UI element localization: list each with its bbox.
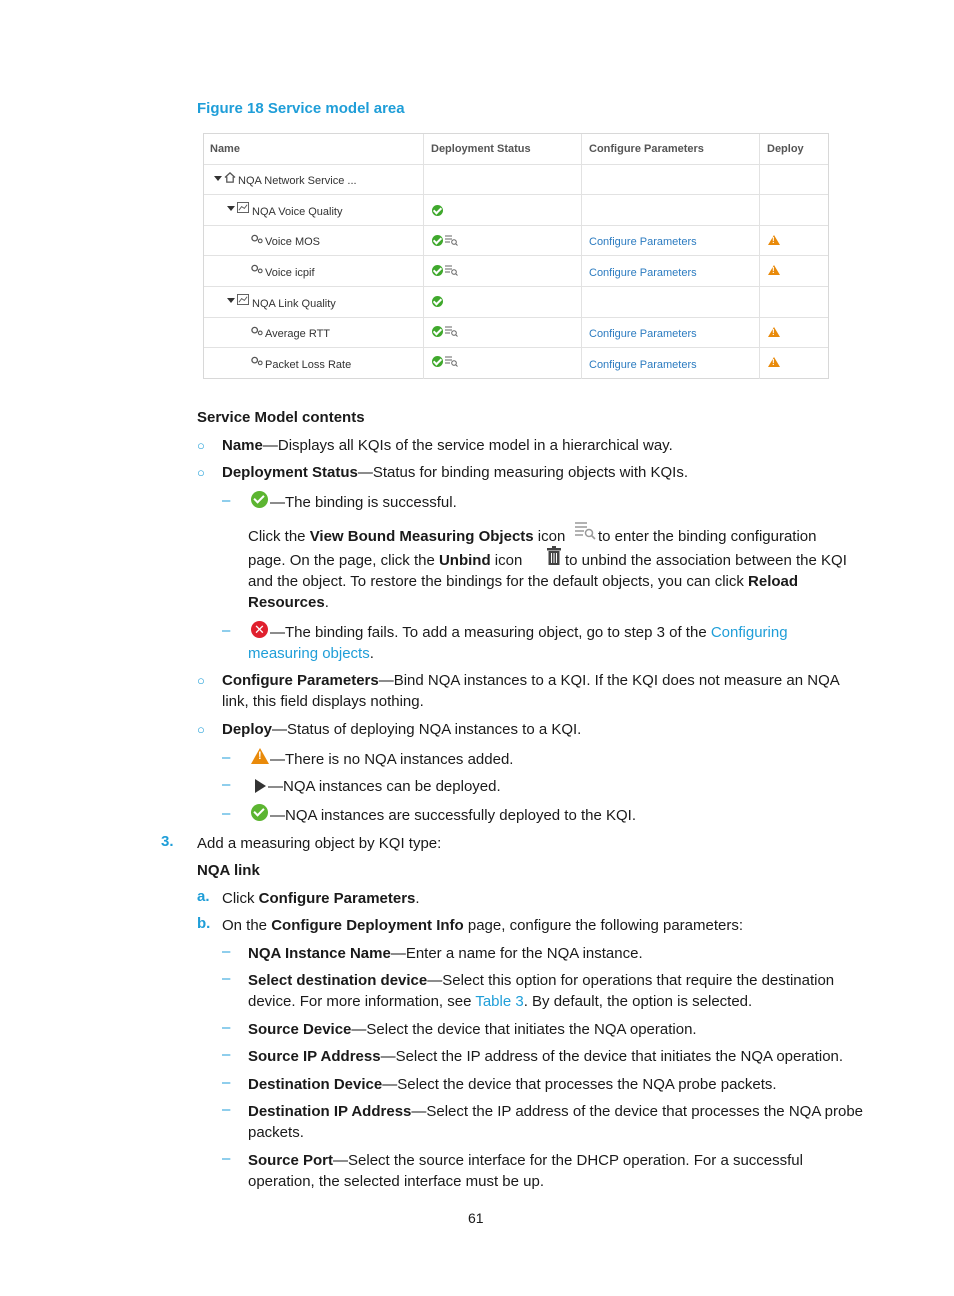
dash: –: [222, 1074, 231, 1091]
nqa-link-heading: NQA link: [197, 862, 260, 879]
expand-triangle-icon[interactable]: [227, 298, 235, 303]
to-enter-text: to enter the binding configuration: [598, 528, 817, 545]
home-icon: [224, 172, 236, 183]
param-destination-ip-line2: packets.: [248, 1124, 304, 1141]
kqi-chart-icon: [237, 294, 249, 305]
row-name[interactable]: NQA Link Quality: [252, 298, 336, 310]
dash: –: [222, 1150, 231, 1167]
header-deploy[interactable]: Deploy: [767, 143, 804, 155]
dash: –: [222, 776, 231, 793]
warning-icon: [768, 235, 780, 245]
configure-parameters-link[interactable]: Configure Parameters: [589, 359, 697, 371]
table-row: [204, 347, 828, 379]
view-bound-objects-icon[interactable]: [444, 325, 458, 337]
param-source-port: Source Port—Select the source interface for the DHCP operation. For a successful: [248, 1152, 803, 1169]
substep-b-label: b.: [197, 915, 211, 932]
table-row: [204, 164, 828, 195]
param-destination-ip: Destination IP Address—Select the IP address of the device that processes the NQA probe: [248, 1103, 864, 1120]
deployment-status-item: Deployment Status—Status for binding measuring objects with KQIs.: [222, 464, 689, 481]
row-name[interactable]: NQA Network Service ...: [238, 175, 357, 187]
dash: –: [222, 1019, 231, 1036]
section-title: Service Model contents: [197, 409, 365, 426]
kqi-chart-icon: [237, 202, 249, 213]
table-row: [204, 317, 828, 348]
deploy-item: Deploy—Status of deploying NQA instances to a KQI.: [222, 721, 582, 738]
substep-b: On the Configure Deployment Info page, configure the following parameters:: [222, 917, 744, 934]
table-row: [204, 255, 828, 287]
header-configure-parameters[interactable]: Configure Parameters: [589, 143, 704, 155]
measuring-objects-line: measuring objects.: [248, 645, 374, 662]
table-row: [204, 225, 828, 256]
error-icon: ✕: [251, 621, 268, 638]
expand-triangle-icon[interactable]: [214, 176, 222, 181]
row-name[interactable]: Voice icpif: [265, 267, 315, 279]
dash: –: [222, 492, 231, 509]
success-icon: [432, 326, 443, 337]
substep-a: Click Configure Parameters.: [222, 890, 420, 907]
resources-line: Resources.: [248, 594, 329, 611]
bullet: ○: [197, 722, 205, 737]
success-icon: [251, 491, 268, 508]
table-3-link[interactable]: Table 3: [475, 993, 524, 1010]
binding-fail-text: —The binding fails. To add a measuring object, go to step 3 of the Configuring: [270, 624, 788, 641]
row-name[interactable]: NQA Voice Quality: [252, 206, 343, 218]
gear-icon: [251, 326, 263, 337]
row-name[interactable]: Average RTT: [265, 328, 331, 340]
warning-icon: [768, 265, 780, 275]
gear-icon: [251, 234, 263, 245]
warning-icon: [768, 327, 780, 337]
play-icon: [255, 779, 266, 793]
configure-parameters-line2: link, this field displays nothing.: [222, 693, 424, 710]
bullet: ○: [197, 438, 205, 453]
table-header-row: [204, 134, 828, 164]
warning-icon: [768, 357, 780, 367]
configuring-link[interactable]: Configuring: [710, 624, 788, 641]
name-item: Name—Displays all KQIs of the service model in a hierarchical way.: [222, 437, 673, 454]
view-bound-objects-icon[interactable]: [444, 234, 458, 246]
row-name[interactable]: Voice MOS: [265, 236, 321, 248]
configure-parameters-item: Configure Parameters—Bind NQA instances to a KQI. If the KQI does not measure an NQA: [222, 672, 840, 689]
view-bound-objects-icon[interactable]: [444, 355, 458, 367]
step-text: Add a measuring object by KQI type:: [197, 835, 442, 852]
view-bound-objects-icon[interactable]: [444, 264, 458, 276]
success-icon: [432, 356, 443, 367]
configure-parameters-link[interactable]: Configure Parameters: [589, 236, 697, 248]
gear-icon: [251, 356, 263, 367]
substep-a-label: a.: [197, 888, 210, 905]
to-unbind-text: to unbind the association between the KQI: [565, 552, 847, 569]
expand-triangle-icon[interactable]: [227, 206, 235, 211]
measuring-objects-link[interactable]: measuring objects: [248, 645, 370, 662]
dash: –: [222, 749, 231, 766]
service-model-table: [203, 133, 829, 379]
success-icon: [432, 296, 443, 307]
bullet: ○: [197, 465, 205, 480]
unbind-line: page. On the page, click the Unbind icon: [248, 552, 523, 569]
param-select-destination-line2: device. For more information, see Table 3. By default, the option is selected.: [248, 993, 753, 1010]
dash: –: [222, 970, 231, 987]
figure-caption: Figure 18 Service model area: [197, 100, 405, 117]
warning-icon: [251, 748, 269, 764]
gear-icon: [251, 264, 263, 275]
can-deploy-text: —NQA instances can be deployed.: [268, 778, 501, 795]
binding-success-text: —The binding is successful.: [270, 494, 457, 511]
dash: –: [222, 1046, 231, 1063]
table-row: [204, 194, 828, 226]
page-number: 61: [468, 1210, 484, 1226]
bullet: ○: [197, 673, 205, 688]
success-icon: [432, 205, 443, 216]
success-icon: [432, 235, 443, 246]
success-icon: [432, 265, 443, 276]
header-name[interactable]: Name: [210, 143, 240, 155]
dash: –: [222, 943, 231, 960]
row-name[interactable]: Packet Loss Rate: [265, 359, 352, 371]
dash: –: [222, 805, 231, 822]
deployed-text: —NQA instances are successfully deployed to the KQI.: [270, 807, 637, 824]
dash: –: [222, 622, 231, 639]
success-icon: [251, 804, 268, 821]
view-bound-line: Click the View Bound Measuring Objects icon: [248, 528, 566, 545]
step-number: 3.: [161, 833, 174, 850]
configure-parameters-link[interactable]: Configure Parameters: [589, 267, 697, 279]
param-source-port-line2: operation, the selected interface must be up.: [248, 1173, 545, 1190]
configure-parameters-link[interactable]: Configure Parameters: [589, 328, 697, 340]
param-nqa-instance-name: NQA Instance Name—Enter a name for the NQA instance.: [248, 945, 643, 962]
trash-icon: [546, 546, 562, 566]
param-destination-device: Destination Device—Select the device that processes the NQA probe packets.: [248, 1076, 777, 1093]
no-nqa-text: —There is no NQA instances added.: [270, 751, 514, 768]
param-source-ip: Source IP Address—Select the IP address of the device that initiates the NQA operation.: [248, 1048, 844, 1065]
param-source-device: Source Device—Select the device that initiates the NQA operation.: [248, 1021, 697, 1038]
view-bound-objects-icon: [574, 520, 596, 540]
param-select-destination: Select destination device—Select this option for operations that require the destination: [248, 972, 835, 989]
table-row: [204, 286, 828, 318]
header-deployment-status[interactable]: Deployment Status: [431, 143, 531, 155]
dash: –: [222, 1101, 231, 1118]
reload-line: and the object. To restore the bindings for the default objects, you can click Reload: [248, 573, 799, 590]
